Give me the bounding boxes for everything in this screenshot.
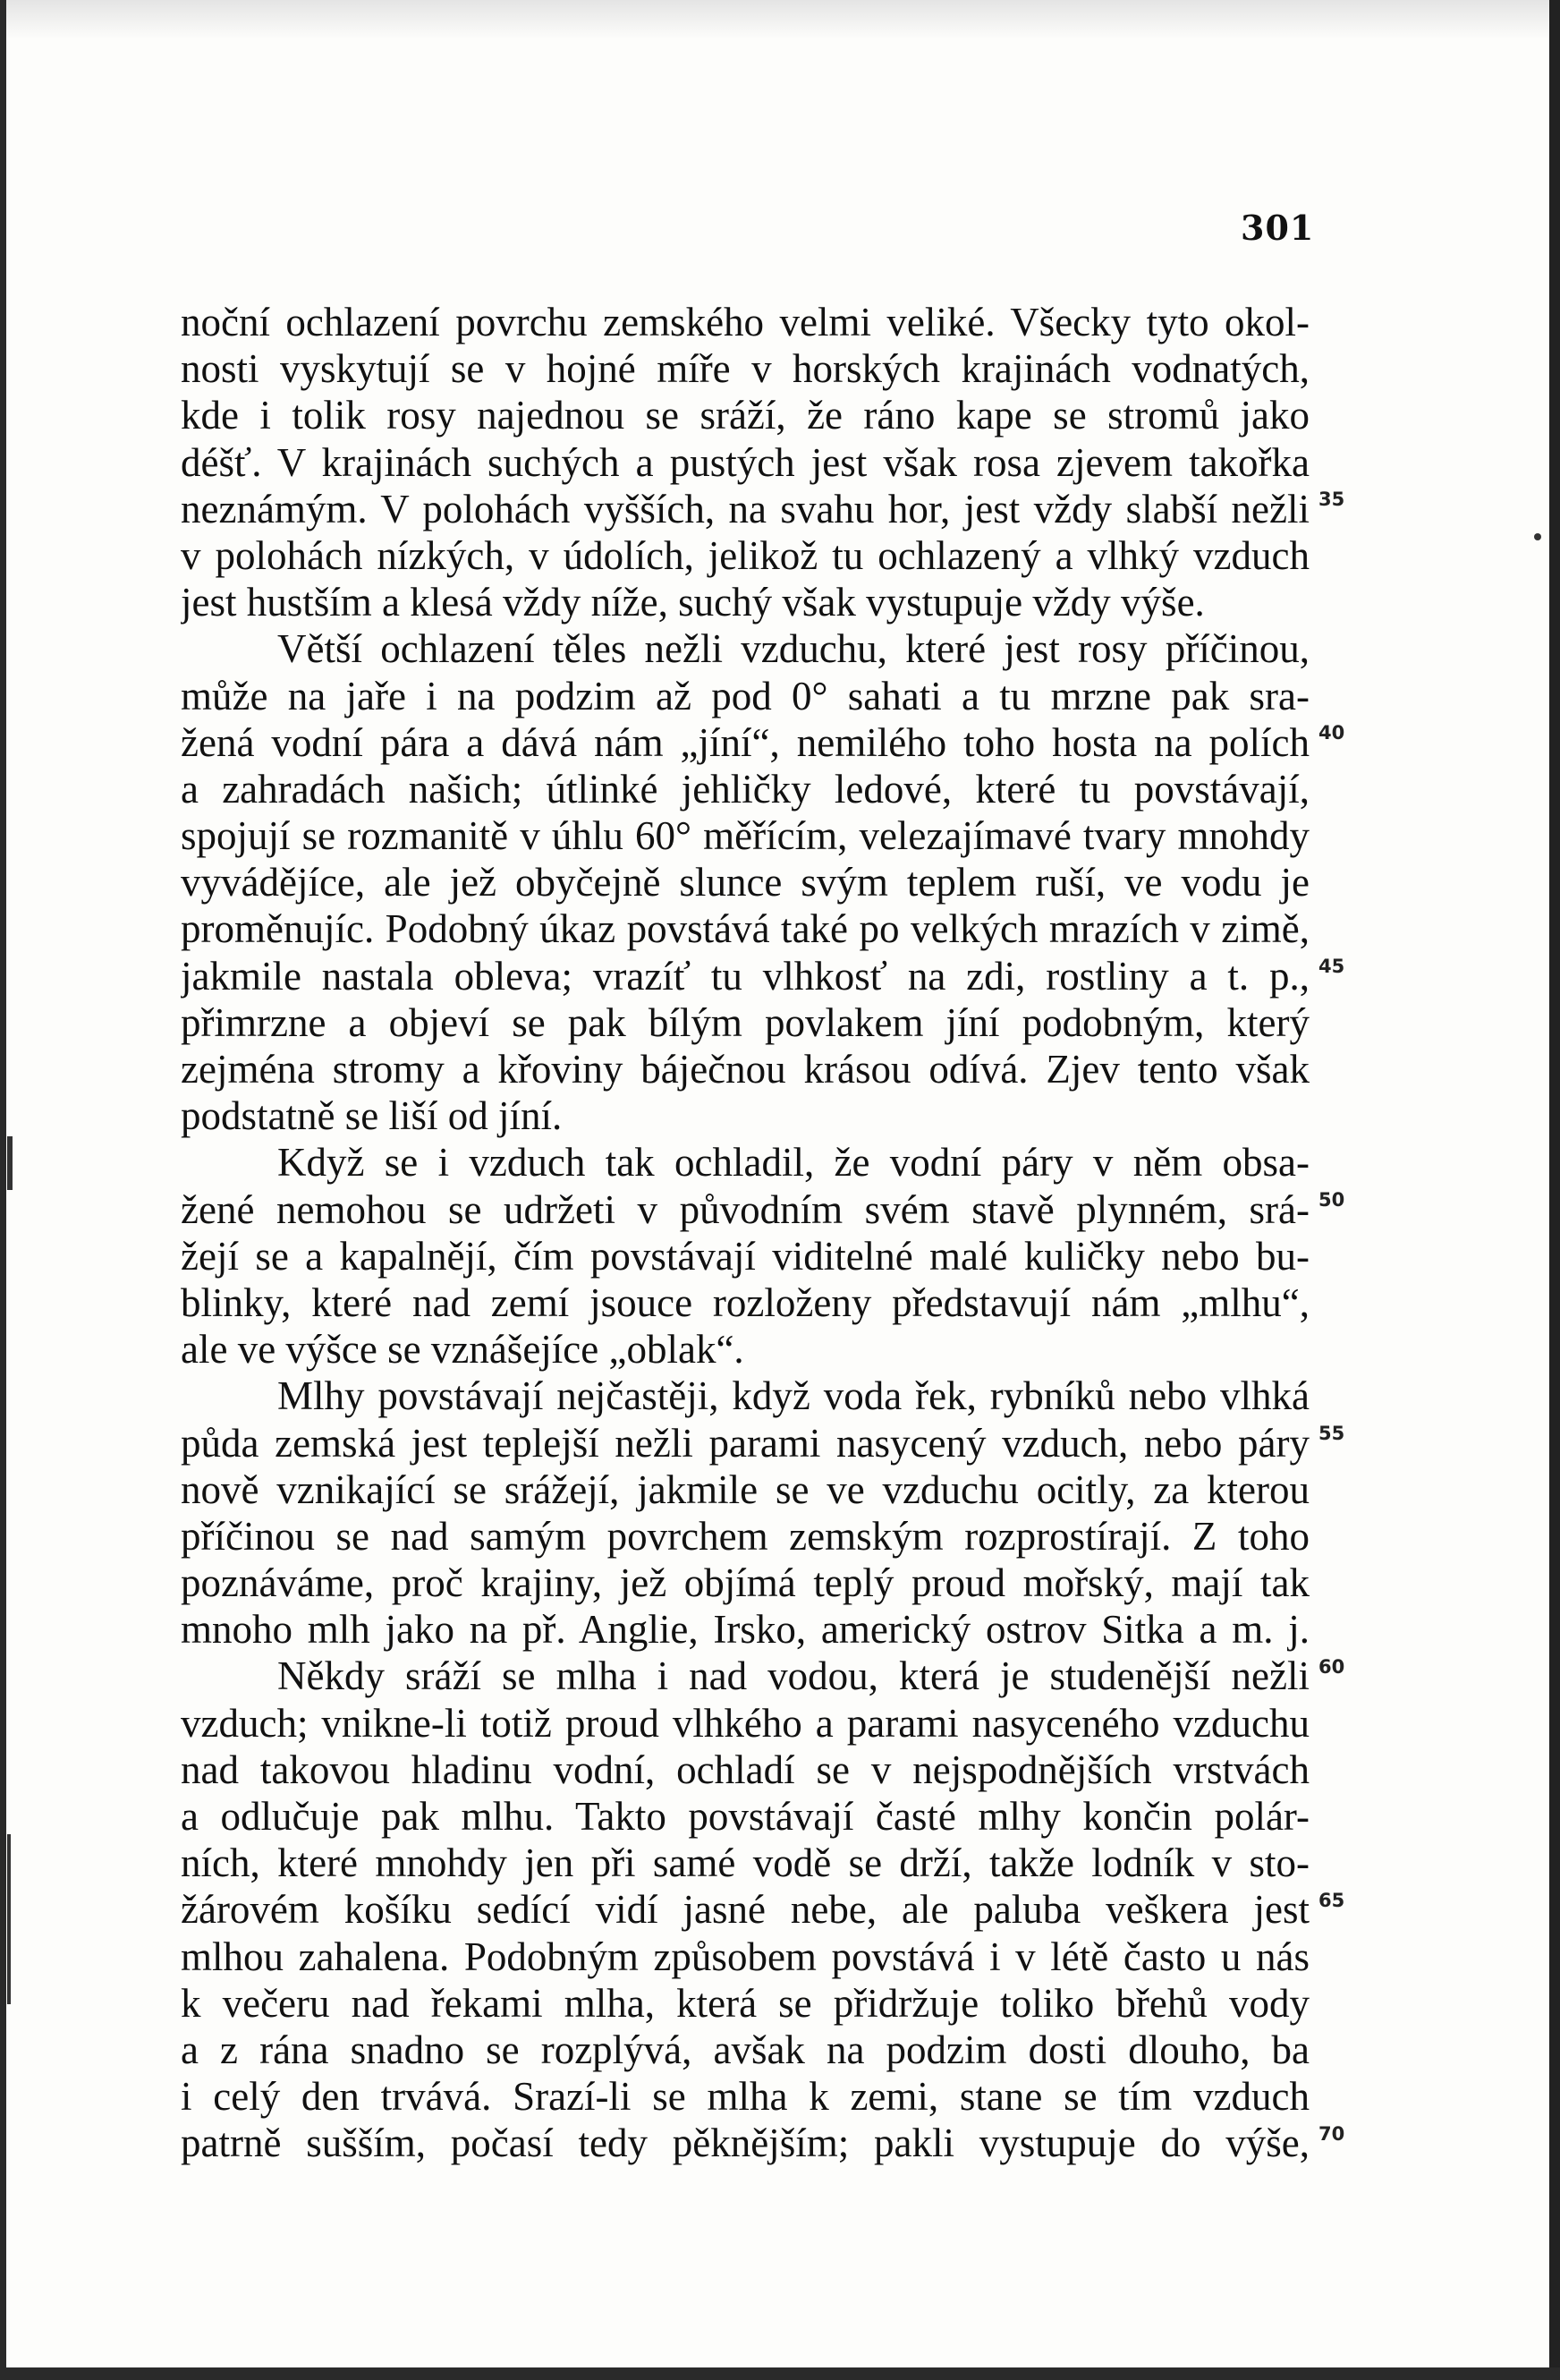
text-line: Větší ochlazení těles nežli vzduchu, které jest rosy příčinou,	[277, 626, 1310, 672]
text-line: podstatně se liší od jíní.	[181, 1093, 563, 1139]
text-line: neznámým. V polohách vyšších, na svahu hor, jest vždy slabší nežli	[181, 486, 1310, 531]
text-line: jest hustším a klesá vždy níže, suchý však vystupuje vždy výše.	[181, 580, 1205, 625]
text-line: ale ve výšce se vznášejíce „oblak“.	[181, 1327, 744, 1373]
scan-speck	[1534, 533, 1541, 540]
scan-mark	[7, 1136, 13, 1190]
text-line: poznáváme, proč krajiny, jež objímá teplý proud mořský, mají tak	[181, 1560, 1310, 1606]
text-line: v polohách nízkých, v údolích, jelikož tu ochlazený a vlhký vzduch	[181, 532, 1310, 578]
text-line: mnoho mlh jako na př. Anglie, Irsko, americký ostrov Sitka a m. j.	[181, 1607, 1310, 1653]
line-number: 55	[1318, 1423, 1345, 1444]
scan-bottom-edge	[0, 2367, 1560, 2380]
line-number: 45	[1318, 956, 1345, 977]
text-line: může na jaře i na podzim až pod 0° sahati a tu mrzne pak sra-	[181, 673, 1310, 718]
line-number: 65	[1318, 1890, 1345, 1911]
text-line: půda zemská jest teplejší nežli parami nasycený vzduch, nebo páry	[181, 1420, 1310, 1466]
text-line: příčinou se nad samým povrchem zemským rozprostírají. Z toho	[181, 1513, 1310, 1559]
scan-top-shadow	[0, 0, 1560, 39]
text-line: žárovém košíku sedící vidí jasné nebe, ale paluba veškera jest	[181, 1887, 1310, 1933]
text-line: vzduch; vnikne-li totiž proud vlhkého a parami nasyceného vzduchu	[181, 1700, 1310, 1746]
text-line: kde i tolik rosy najednou se sráží, že ráno kape se stromů jako	[181, 393, 1310, 438]
text-line: patrně sušším, počasí tedy pěknějším; pakli vystupuje do výše,	[181, 2121, 1310, 2166]
text-line: žená vodní pára a dává nám „jíní“, nemilého toho hosta na polích	[181, 719, 1310, 765]
page-number: 301	[1241, 208, 1315, 248]
text-line: déšť. V krajinách suchých a pustých jest však rosa zjevem takořka	[181, 439, 1310, 485]
line-number: 70	[1318, 2123, 1345, 2145]
text-line: noční ochlazení povrchu zemského velmi veliké. Všecky tyto okol-	[181, 300, 1310, 344]
text-line: Někdy sráží se mlha i nad vodou, která je studenější nežli	[277, 1653, 1310, 1699]
body-text	[181, 299, 1310, 2167]
text-line: a zahradách našich; útlinké jehličky ledové, které tu povstávají,	[181, 766, 1310, 812]
line-number: 60	[1318, 1656, 1345, 1678]
text-line: a z rána snadno se rozplývá, avšak na podzim dosti dlouho, ba	[181, 2027, 1310, 2072]
scan-mark	[7, 1834, 11, 2004]
text-line: ních, které mnohdy jen při samé vodě se drží, takže lodník v sto-	[181, 1840, 1310, 1886]
text-line: jakmile nastala obleva; vrazíť tu vlhkosť na zdi, rostliny a t. p.,	[181, 953, 1310, 999]
text-line: Mlhy povstávají nejčastěji, když voda řek, rybníků nebo vlhká	[277, 1373, 1310, 1419]
text-line: vyvádějíce, ale jež obyčejně slunce svým teplem ruší, ve vodu je	[181, 860, 1310, 905]
text-line: nad takovou hladinu vodní, ochladí se v nejspodnějších vrstvách	[181, 1747, 1310, 1792]
text-line: zejména stromy a křoviny báječnou krásou odívá. Zjev tento však	[181, 1047, 1310, 1092]
line-number: 40	[1318, 722, 1345, 744]
text-line: a odlučuje pak mlhu. Takto povstávají časté mlhy končin polár-	[181, 1794, 1310, 1839]
text-line: přimrzne a objeví se pak bílým povlakem jíní podobným, který	[181, 999, 1310, 1045]
line-number: 35	[1318, 489, 1345, 510]
text-line: nosti vyskytují se v hojné míře v horských krajinách vodnatých,	[181, 346, 1310, 392]
text-line: k večeru nad řekami mlha, která se přidržuje toliko břehů vody	[181, 1980, 1310, 2026]
text-line: blinky, které nad zemí jsouce rozloženy představují nám „mlhu“,	[181, 1279, 1310, 1325]
text-line: Když se i vzduch tak ochladil, že vodní páry v něm obsa-	[277, 1140, 1310, 1186]
scan-right-edge	[1549, 0, 1560, 2380]
scan-left-edge	[0, 0, 6, 2380]
text-line: proměnujíc. Podobný úkaz povstává také po velkých mrazích v zimě,	[181, 906, 1310, 952]
text-line: žejí se a kapalnějí, čím povstávají viditelné malé kuličky nebo bu-	[181, 1233, 1310, 1279]
text-line: mlhou zahalena. Podobným způsobem povstává i v létě často u nás	[181, 1934, 1310, 1979]
text-line: žené nemohou se udržeti v původním svém stavě plynném, srá-	[181, 1186, 1310, 1232]
text-line: nově vznikající se srážejí, jakmile se ve vzduchu ocitly, za kterou	[181, 1466, 1310, 1512]
text-line: spojují se rozmanitě v úhlu 60° měřícím, velezajímavé tvary mnohdy	[181, 813, 1310, 859]
line-number: 50	[1318, 1189, 1345, 1211]
text-line: i celý den trvává. Srazí-li se mlha k zemi, stane se tím vzduch	[181, 2074, 1310, 2120]
